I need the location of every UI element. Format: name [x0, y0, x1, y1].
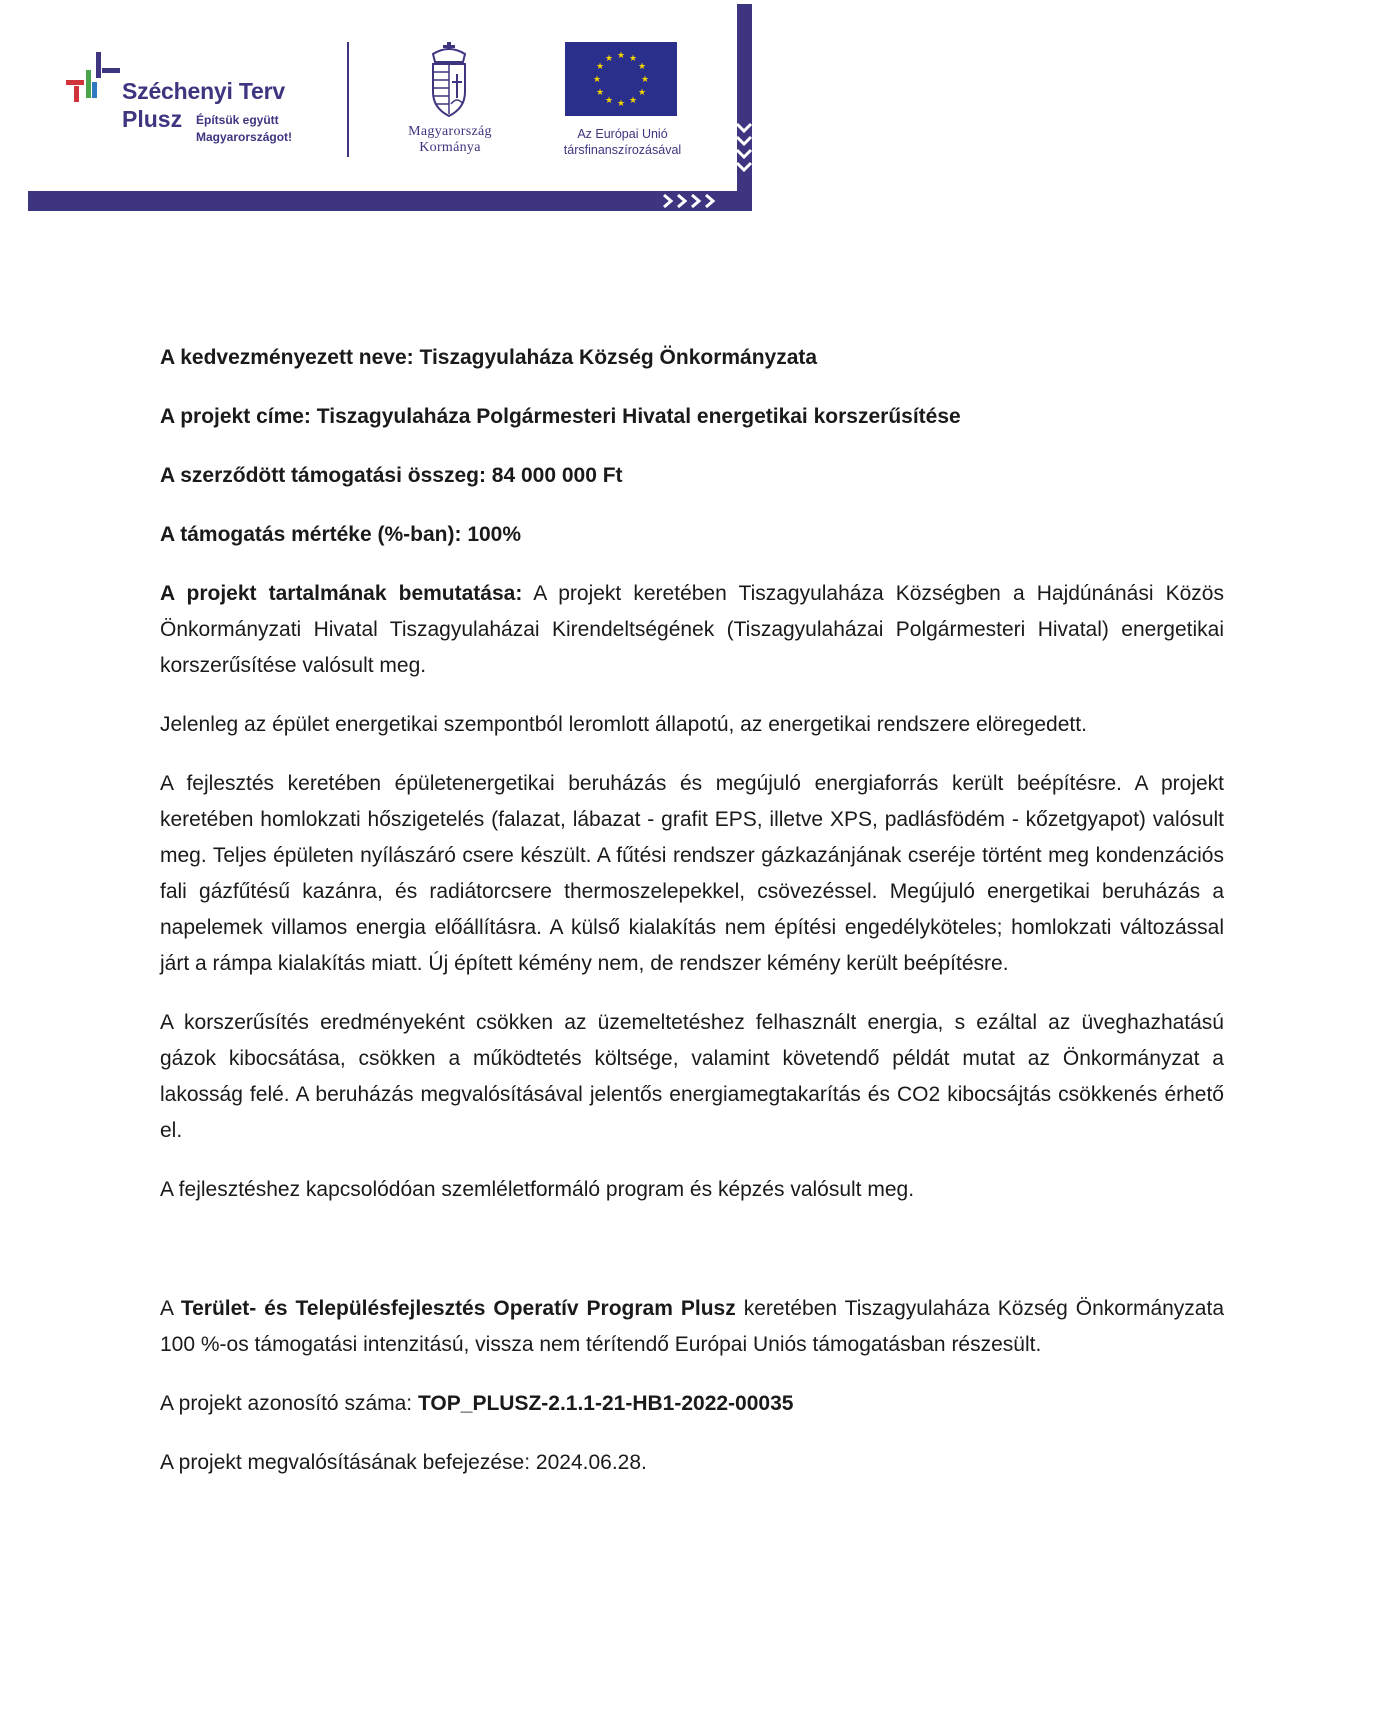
beneficiary-label: A kedvezményezett neve: — [160, 346, 414, 369]
eu-flag-icon — [565, 42, 677, 116]
project-id-value: TOP_PLUSZ-2.1.1-21-HB1-2022-00035 — [417, 1392, 794, 1415]
svg-text:★: ★ — [595, 88, 605, 98]
svg-text:★: ★ — [592, 75, 602, 85]
grant-rate-line — [160, 517, 1224, 553]
content-intro-label: A projekt tartalmának bemutatása: — [160, 582, 523, 605]
szechenyi-slogan — [196, 112, 316, 146]
svg-text:★: ★ — [604, 96, 614, 106]
content-intro-text: A projekt keretében Tiszagyulaháza Községben a Hajdúnánási Közös Önkormányzati Hivatal Tiszagyulaházai Kirendeltségének (Tiszagyulaházai Polgármesteri Hivatal) energetikai korszerűsítése valósult meg. — [160, 582, 1224, 677]
eu-line-2: társfinanszírozásával — [563, 143, 682, 157]
current-state-paragraph: Jelenleg az épület energetikai szempontból leromlott állapotú, az energetikai rendszere elöregedett. — [160, 713, 1087, 736]
completion-label: A projekt megvalósításának befejezése: — [160, 1451, 531, 1474]
coat-of-arms-icon — [427, 42, 471, 118]
program-paragraph: A fejlesztéshez kapcsolódóan szemléletformáló program és képzés valósult meg. — [160, 1178, 915, 1201]
eu-line-1: Az Európai Unió — [577, 127, 668, 141]
szechenyi-plusz: Plusz — [122, 106, 183, 132]
government-line-1: Magyarország — [408, 124, 492, 139]
funding-suffix: keretében Tiszagyulaháza Község Önkormányzata 100 %-os támogatási intenzitású, vissza nem térítendő Európai Uniós támogatásban részesült. — [160, 1297, 1225, 1356]
project-id-label: A projekt azonosító száma: — [160, 1392, 413, 1415]
results-paragraph: A korszerűsítés eredményeként csökken az üzemeltetéshez felhasznált energia, s ezáltal az üveghazhatású gázok kibocsátása, csökken a működtetés költsége, valamint követendő példát mutat az Önkormányzat a lakosság felé. A beruházás megvalósításával jelentős energiamegtakarítás és CO2 kibocsájtás csökkenés érhető el. — [160, 1011, 1224, 1142]
grant-amount-label: A szerződött támogatási összeg: — [160, 464, 486, 487]
szechenyi-terv-logo — [66, 50, 316, 150]
svg-text:★: ★ — [616, 51, 626, 61]
svg-text:★: ★ — [628, 96, 638, 106]
szechenyi-title: Széchenyi Terv — [122, 78, 285, 104]
chevron-down-icon — [734, 122, 754, 174]
government-name — [375, 124, 525, 156]
funding-program: Terület- és Településfejlesztés Operatív Program Plusz — [180, 1297, 736, 1320]
svg-text:★: ★ — [637, 62, 647, 72]
content-intro-paragraph — [160, 576, 1224, 684]
slogan-line-2: Magyarországot! — [196, 130, 293, 144]
svg-text:★: ★ — [628, 54, 638, 64]
header-bottom-band — [28, 191, 752, 211]
svg-text:★: ★ — [616, 99, 626, 109]
svg-text:★: ★ — [604, 54, 614, 64]
grant-amount-line — [160, 458, 1224, 494]
grant-rate-label: A támogatás mértéke (%-ban): — [160, 523, 462, 546]
header-banner — [0, 0, 1378, 230]
grant-amount-value: 84 000 000 Ft — [491, 464, 623, 487]
project-title-line — [160, 399, 1224, 435]
svg-text:★: ★ — [640, 75, 650, 85]
funding-prefix: A — [160, 1297, 173, 1320]
project-title-value: Tiszagyulaháza Polgármesteri Hivatal energetikai korszerűsítése — [316, 405, 961, 428]
project-title-label: A projekt címe: — [160, 405, 311, 428]
section-spacer — [160, 1231, 1224, 1291]
document-body — [160, 340, 1224, 1504]
svg-text:★: ★ — [595, 62, 605, 72]
eu-logo — [540, 42, 710, 162]
szechenyi-cross-icon — [66, 50, 122, 110]
beneficiary-value: Tiszagyulaháza Község Önkormányzata — [419, 346, 818, 369]
chevron-right-icon — [660, 192, 720, 210]
completion-line — [160, 1445, 1224, 1481]
development-paragraph: A fejlesztés keretében épületenergetikai beruházás és megújuló energiaforrás került beépítésre. A projekt keretében homlokzati hőszigetelés (falazat, lábazat - grafit EPS, illetve XPS, padlásfödém - kőzetgyapot) valósult meg. Teljes épületen nyílászáró csere készült. A fűtési rendszer gázkazánjának cseréje történt meg kondenzációs fali gázfűtésű kazánra, és radiátorcsere thermoszelepekkel, csövezéssel. Megújuló energetikai beruházás a napelemek villamos energia előállításra. A külső kialakítás nem építési engedélyköteles; homlokzati változással járt a rámpa kialakítás miatt. Új épített kémény nem, de rendszer kémény került beépítésre. — [160, 772, 1224, 975]
grant-rate-value: 100% — [467, 523, 522, 546]
eu-caption — [540, 126, 705, 158]
beneficiary-line — [160, 340, 1224, 376]
government-logo — [375, 40, 525, 160]
logo-divider — [347, 42, 349, 157]
funding-paragraph — [160, 1291, 1224, 1363]
svg-text:★: ★ — [637, 88, 647, 98]
project-id-line — [160, 1386, 1224, 1422]
government-line-2: Kormánya — [419, 140, 481, 155]
completion-value: 2024.06.28. — [535, 1451, 647, 1474]
header-right-band — [737, 4, 752, 211]
slogan-line-1: Építsük együtt — [196, 113, 279, 127]
